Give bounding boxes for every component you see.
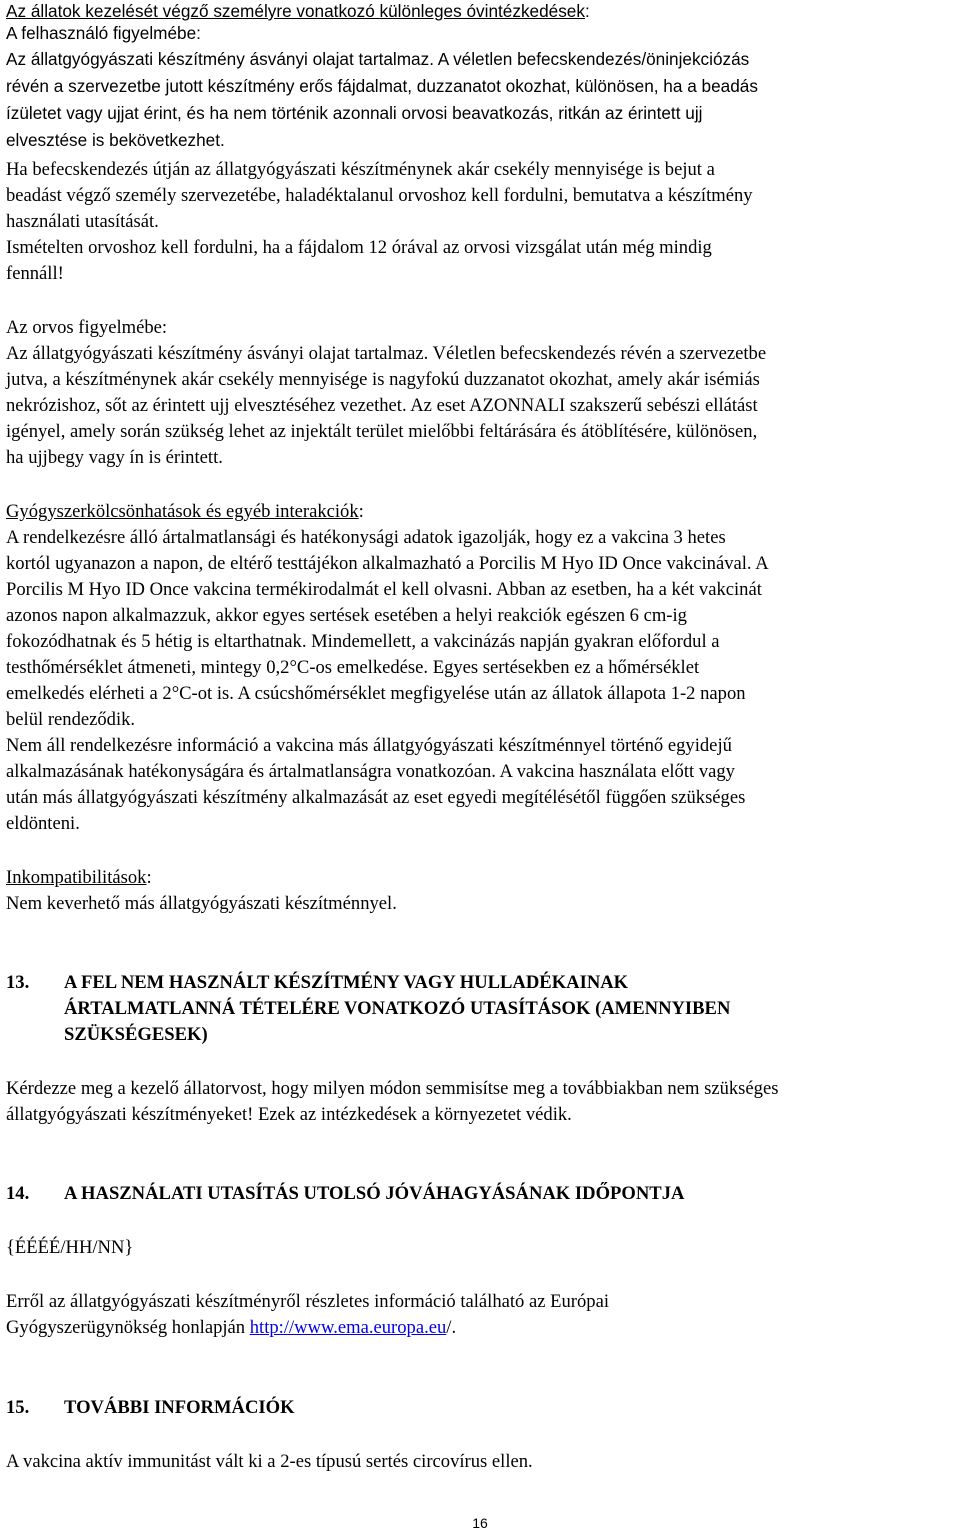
paragraph-line: A rendelkezésre álló ártalmatlansági és hatékonysági adatok igazolják, hogy ez a vakcina 3 hetes <box>6 527 726 548</box>
page-number: 16 <box>472 1515 488 1531</box>
paragraph-line: A vakcina aktív immunitást vált ki a 2-es típusú sertés circovírus ellen. <box>6 1451 533 1472</box>
paragraph-line: azonos napon alkalmazzuk, akkor egyes sertések esetében a helyi reakciók egészen 6 cm-ig <box>6 605 687 626</box>
paragraph-line: Az állatgyógyászati készítmény ásványi olajat tartalmaz. A véletlen befecskendezés/öninjekciózás <box>6 49 750 69</box>
to-user-label: A felhasználó figyelmébe: <box>6 23 201 43</box>
section-title: TOVÁBBI INFORMÁCIÓK <box>64 1397 295 1418</box>
paragraph-line: elvesztése is bekövetkezhet. <box>6 130 225 150</box>
paragraph-line: állatgyógyászati készítményeket! Ezek az intézkedések a környezetet védik. <box>6 1104 572 1125</box>
section-title: A HASZNÁLATI UTASÍTÁS UTOLSÓ JÓVÁHAGYÁSÁNAK IDŐPONTJA <box>64 1183 685 1204</box>
paragraph-line: Az állatgyógyászati készítmény ásványi olajat tartalmaz. Véletlen befecskendezés révén a szervezetbe <box>6 343 767 364</box>
paragraph-line: után más állatgyógyászati készítmény alkalmazását az eset egyedi megítélésétől függően szükséges <box>6 787 746 808</box>
paragraph-line: ízületet vagy ujjat érint, és ha nem történik azonnali orvosi beavatkozás, ritkán az érintett ujj <box>6 103 703 123</box>
paragraph-line: révén a szervezetbe jutott készítmény erős fájdalmat, duzzanatot okozhat, különösen, ha a beadás <box>6 76 758 96</box>
paragraph-line: eldönteni. <box>6 813 80 834</box>
paragraph-line: Erről az állatgyógyászati készítményről részletes információ található az Európai <box>6 1291 610 1312</box>
interactions-heading: Gyógyszerkölcsönhatások és egyéb interakciók: <box>6 501 364 522</box>
paragraph-line: Ha befecskendezés útján az állatgyógyászati készítménynek akár csekély mennyisége is bejut a <box>6 159 715 180</box>
paragraph-line: belül rendeződik. <box>6 709 136 730</box>
paragraph-line: ha ujjbegy vagy ín is érintett. <box>6 447 223 468</box>
section-title-line: ÁRTALMATLANNÁ TÉTELÉRE VONATKOZÓ UTASÍTÁSOK (AMENNYIBEN <box>64 998 731 1019</box>
section-title: A FEL NEM HASZNÁLT KÉSZÍTMÉNY VAGY HULLADÉKAINAK <box>64 972 629 993</box>
physician-heading: Az orvos figyelmébe: <box>6 317 168 338</box>
incompat-text: Nem keverhető más állatgyógyászati készítménnyel. <box>6 893 397 914</box>
paragraph-line: testhőmérséklet átmeneti, mintegy 0,2°C-os emelkedése. Egyes sertésekben ez a hőmérséklet <box>6 657 700 678</box>
paragraph-line: Ismételten orvoshoz kell fordulni, ha a fájdalom 12 órával az orvosi vizsgálat után még mindig <box>6 237 712 258</box>
paragraph-line: alkalmazásának hatékonyságára és ártalmatlanságra vonatkozóan. A vakcina használata előtt vagy <box>6 761 735 782</box>
user-precautions-heading: Az állatok kezelését végző személyre vonatkozó különleges óvintézkedések: <box>6 1 590 21</box>
paragraph-line: Kérdezze meg a kezelő állatorvost, hogy milyen módon semmisítse meg a továbbiakban nem szükséges <box>6 1078 779 1099</box>
section-title-line: SZÜKSÉGESEK) <box>64 1024 208 1045</box>
section-number: 14. <box>6 1183 30 1204</box>
incompat-heading: Inkompatibilitások: <box>6 867 152 888</box>
paragraph-line: fennáll! <box>6 263 64 284</box>
section-number: 13. <box>6 972 30 993</box>
paragraph-line: emelkedés elérheti a 2°C-ot is. A csúcshőmérséklet megfigyelése után az állatok állapota 1-2 napon <box>6 683 746 704</box>
date-placeholder: {ÉÉÉÉ/HH/NN} <box>6 1237 134 1258</box>
paragraph-line: igényel, amely során szükség lehet az injektált terület mielőbbi feltárására és átöblítésére, különösen, <box>6 421 758 442</box>
paragraph-line: fokozódhatnak és 5 hétig is eltarthatnak. Mindemellett, a vakcinázás napján gyakran előfordul a <box>6 631 720 652</box>
paragraph-line: Nem áll rendelkezésre információ a vakcina más állatgyógyászati készítménnyel történő egyidejű <box>6 735 732 756</box>
paragraph-line: jutva, a készítménynek akár csekély mennyisége is nagyfokú duzzanatot okozhat, amely akár isémiás <box>6 369 760 390</box>
paragraph-line: beadást végző személy szervezetébe, haladéktalanul orvoshoz kell fordulni, bemutatva a készítmény <box>6 185 753 206</box>
paragraph-line: használati utasítását. <box>6 211 159 232</box>
paragraph-line: Porcilis M Hyo ID Once vakcina termékirodalmát el kell olvasni. Abban az esetben, ha a két vakcinát <box>6 579 762 600</box>
section-number: 15. <box>6 1397 30 1418</box>
paragraph-line: kortól ugyanazon a napon, de eltérő testtájékon alkalmazható a Porcilis M Hyo ID Once vakcinával. A <box>6 553 769 574</box>
ema-link[interactable]: http://www.ema.europa.eu <box>249 1317 447 1338</box>
paragraph-line: Gyógyszerügynökség honlapján http://www.ema.europa.eu/. <box>6 1317 457 1338</box>
paragraph-line: nekrózishoz, sőt az érintett ujj elvesztéséhez vezethet. Az eset AZONNALI szakszerű sebészi ellátást <box>6 395 758 416</box>
